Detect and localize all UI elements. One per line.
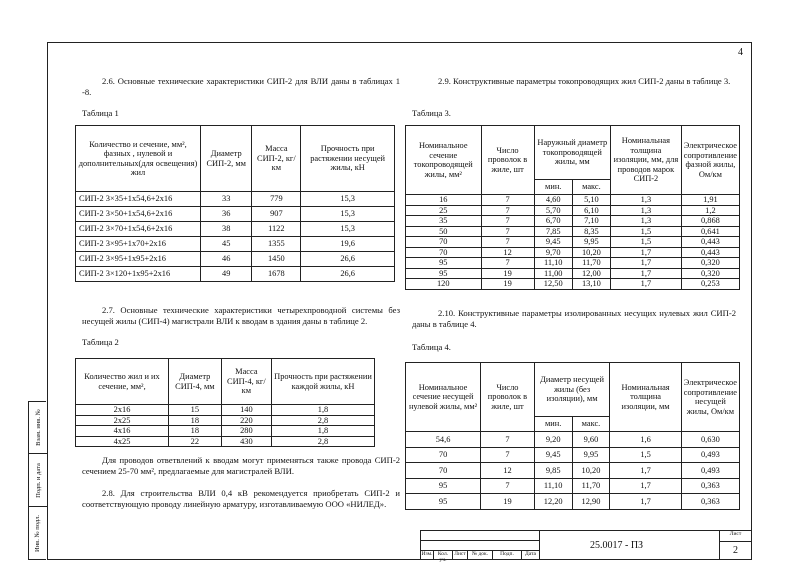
- table-cell: 19: [481, 268, 534, 279]
- t3-header: Число проволок в жиле, шт: [481, 126, 534, 195]
- table-row: [406, 237, 740, 248]
- table-cell: 1,7: [611, 247, 682, 258]
- title-block: [420, 530, 752, 563]
- table-2: [75, 358, 375, 447]
- t2-header: Прочность при растяжении каждой жилы, кН: [272, 359, 375, 405]
- table-cell: 9,45: [534, 237, 572, 248]
- table-3: [405, 125, 740, 290]
- table-row: [76, 252, 395, 267]
- table-cell: 19,6: [301, 237, 395, 252]
- table-cell: 2х25: [76, 415, 169, 426]
- table-cell: 15: [169, 405, 222, 416]
- table-cell: 9,45: [534, 447, 572, 463]
- table-row: [406, 205, 740, 216]
- table-cell: 0,630: [681, 432, 739, 448]
- table-row: [406, 279, 740, 290]
- table-cell: 1,2: [681, 205, 739, 216]
- table-cell: 0,363: [681, 494, 739, 510]
- side-stamp-cell: [29, 507, 47, 560]
- table-row: [406, 226, 740, 237]
- table-cell: 1,5: [611, 237, 682, 248]
- table-cell: 26,6: [301, 252, 395, 267]
- table-cell: 1,6: [610, 432, 681, 448]
- paragraph-2-8: 2.8. Для строительства ВЛИ 0,4 кВ рекомендуется приобретать СИП-2 и соответствующую проводу линейную арматуру, изготавливаемую ООО «НИЛЕД».: [82, 488, 400, 509]
- table-row: [406, 258, 740, 269]
- table-cell: 95: [406, 268, 482, 279]
- t4-header: Диаметр несущей жилы (без изоляции), мм: [534, 363, 610, 417]
- t1-header: Прочность при растяжении несущей жилы, кН: [301, 126, 395, 192]
- table-cell: 7,10: [572, 216, 610, 227]
- table-cell: СИП-2 3×95+1х95+2х16: [76, 252, 201, 267]
- table-cell: 11,70: [572, 258, 610, 269]
- table-cell: 1678: [252, 267, 301, 282]
- table-cell: 1355: [252, 237, 301, 252]
- t4-subheader: мин.: [534, 417, 572, 432]
- table-cell: 1,7: [610, 478, 681, 494]
- table-cell: 7: [481, 478, 535, 494]
- table-cell: 6,10: [572, 205, 610, 216]
- table-cell: 15,3: [301, 207, 395, 222]
- table-cell: 26,6: [301, 267, 395, 282]
- table-cell: 1,7: [611, 258, 682, 269]
- table-cell: 1,7: [610, 494, 681, 510]
- table-row: [76, 267, 395, 282]
- table-cell: 15,3: [301, 192, 395, 207]
- table-cell: 1,3: [611, 216, 682, 227]
- table-cell: 5,70: [534, 205, 572, 216]
- page-number-top: 4: [738, 47, 743, 58]
- table-cell: 1,3: [611, 195, 682, 206]
- table-cell: 11,00: [534, 268, 572, 279]
- table-cell: СИП-2 3×120+1х95+2х16: [76, 267, 201, 282]
- paragraph-2-6: 2.6. Основные технические характеристики СИП-2 для ВЛИ даны в таблицах 1 -8.: [82, 76, 400, 97]
- tb-col: Дата: [521, 550, 540, 560]
- table-row: [406, 478, 740, 494]
- table-cell: 1,8: [272, 426, 375, 437]
- table-cell: 19: [481, 279, 534, 290]
- table-cell: 1,7: [610, 463, 681, 479]
- paragraph-2-7: 2.7. Основные технические характеристики четырехпроводной системы без несущей жилы (СИП-4) магистрали ВЛИ к вводам в здания даны в таблице 2.: [82, 305, 400, 326]
- table-cell: 7,85: [534, 226, 572, 237]
- table-cell: 220: [221, 415, 271, 426]
- table-cell: 0,443: [681, 237, 739, 248]
- table-cell: 7: [481, 237, 534, 248]
- table-cell: 54,6: [406, 432, 481, 448]
- table-cell: 0,868: [681, 216, 739, 227]
- table-cell: 95: [406, 258, 482, 269]
- table-row: [406, 494, 740, 510]
- table-cell: 11,10: [534, 478, 572, 494]
- table-cell: 0,443: [681, 247, 739, 258]
- table-row: [76, 415, 375, 426]
- table-cell: 1450: [252, 252, 301, 267]
- table2-caption: Таблица 2: [82, 337, 119, 347]
- table-cell: 0,363: [681, 478, 739, 494]
- t1-header: Диаметр СИП-2, мм: [201, 126, 252, 192]
- table-cell: 1122: [252, 222, 301, 237]
- paragraph-2-10: 2.10. Конструктивные параметры изолированных несущих нулевых жил СИП-2 даны в таблице 4.: [412, 308, 736, 329]
- t3-header: Наружный диаметр токопроводящей жилы, мм: [534, 126, 610, 180]
- table-cell: 12,50: [534, 279, 572, 290]
- table-row: [76, 192, 395, 207]
- table-cell: 2,8: [272, 436, 375, 447]
- table-row: [76, 222, 395, 237]
- table-cell: 7: [481, 447, 535, 463]
- table-cell: 8,35: [572, 226, 610, 237]
- table-cell: 7: [481, 258, 534, 269]
- table-cell: 49: [201, 267, 252, 282]
- table-cell: 70: [406, 237, 482, 248]
- table-row: [406, 247, 740, 258]
- table-cell: 22: [169, 436, 222, 447]
- tb-col: Подп.: [492, 550, 522, 560]
- table-cell: 4х16: [76, 426, 169, 437]
- table-cell: 46: [201, 252, 252, 267]
- table-row: [76, 426, 375, 437]
- table-cell: 7: [481, 205, 534, 216]
- table-cell: 10,20: [572, 247, 610, 258]
- t4-header: Число проволок в жиле, шт: [481, 363, 535, 432]
- side-stamp-cell: [29, 454, 47, 507]
- tb-col: Лист: [452, 550, 468, 560]
- table-cell: 70: [406, 247, 482, 258]
- tb-col: № док.: [467, 550, 493, 560]
- table-cell: 430: [221, 436, 271, 447]
- table-cell: 120: [406, 279, 482, 290]
- table-cell: 9,70: [534, 247, 572, 258]
- table-cell: 1,5: [610, 447, 681, 463]
- t1-header: Количество и сечение, мм², фазных , нулевой и дополнительных(для освещения) жил: [76, 126, 201, 192]
- table-cell: 0,320: [681, 258, 739, 269]
- t2-header: Масса СИП-4, кг/км: [221, 359, 271, 405]
- table-cell: 7: [481, 432, 535, 448]
- table-cell: 0,493: [681, 463, 739, 479]
- tb-col: Изм.: [420, 550, 434, 560]
- side-stamp-label: Инв. № подл.: [34, 514, 42, 553]
- table-row: [406, 195, 740, 206]
- table-row: [406, 216, 740, 227]
- t1-header: Масса СИП-2, кг/км: [252, 126, 301, 192]
- side-stamp-label: Подп. и дата: [34, 462, 42, 498]
- side-stamp-cell: [29, 402, 47, 454]
- table-cell: 25: [406, 205, 482, 216]
- table-cell: 140: [221, 405, 271, 416]
- table-cell: 9,95: [572, 447, 610, 463]
- table-cell: 1,7: [611, 279, 682, 290]
- paragraph-2-9: 2.9. Конструктивные параметры токопроводящих жил СИП-2 даны в таблице 3.: [438, 76, 731, 86]
- table-row: [406, 447, 740, 463]
- table-cell: 9,20: [534, 432, 572, 448]
- table-cell: 12,00: [572, 268, 610, 279]
- table-cell: 19: [481, 494, 535, 510]
- table-cell: 5,10: [572, 195, 610, 206]
- table-cell: 36: [201, 207, 252, 222]
- table4-caption: Таблица 4.: [412, 342, 451, 352]
- table-cell: 45: [201, 237, 252, 252]
- table-1: [75, 125, 395, 282]
- table-cell: 15,3: [301, 222, 395, 237]
- table-cell: 4,60: [534, 195, 572, 206]
- table-cell: 18: [169, 426, 222, 437]
- table-cell: 0,320: [681, 268, 739, 279]
- table-cell: СИП-2 3×50+1х54,6+2х16: [76, 207, 201, 222]
- table-cell: СИП-2 3×70+1х54,6+2х16: [76, 222, 201, 237]
- table-cell: 9,95: [572, 237, 610, 248]
- table-cell: 0,641: [681, 226, 739, 237]
- table-cell: 95: [406, 478, 481, 494]
- table3-caption: Таблица 3.: [412, 108, 451, 118]
- table-cell: 50: [406, 226, 482, 237]
- table-row: [76, 237, 395, 252]
- table-cell: 1,8: [272, 405, 375, 416]
- t3-header: Номинальная толщина изоляции, мм, для проводов марок СИП-2: [611, 126, 682, 195]
- table-cell: 12,90: [572, 494, 610, 510]
- table-cell: 7: [481, 226, 534, 237]
- table-cell: 7: [481, 216, 534, 227]
- t2-header: Диаметр СИП-4, мм: [169, 359, 222, 405]
- paragraph-branches: Для проводов ответвлений к вводам могут применяться также провода СИП-2 сечением 25-70 мм², предлагаемые для магистралей ВЛИ.: [82, 455, 400, 476]
- table-row: [406, 432, 740, 448]
- table-cell: 1,5: [611, 226, 682, 237]
- table-4: [405, 362, 740, 510]
- table-cell: 11,10: [534, 258, 572, 269]
- table-cell: 70: [406, 447, 481, 463]
- table-row: [406, 268, 740, 279]
- table-cell: 907: [252, 207, 301, 222]
- table-cell: 70: [406, 463, 481, 479]
- table-cell: 12,20: [534, 494, 572, 510]
- table-cell: 35: [406, 216, 482, 227]
- table1-caption: Таблица 1: [82, 108, 119, 118]
- table-cell: СИП-2 3×35+1х54,6+2х16: [76, 192, 201, 207]
- table-cell: 779: [252, 192, 301, 207]
- t3-subheader: мин.: [534, 180, 572, 195]
- table-cell: 1,91: [681, 195, 739, 206]
- t4-header: Номинальное сечение несущей нулевой жилы, мм²: [406, 363, 481, 432]
- table-cell: 1,3: [611, 205, 682, 216]
- table-cell: 0,253: [681, 279, 739, 290]
- table-cell: 280: [221, 426, 271, 437]
- t4-header: Номинальная толщина изоляции, мм: [610, 363, 681, 432]
- sheet-label: Лист: [719, 530, 752, 542]
- table-row: [406, 463, 740, 479]
- table-cell: 12: [481, 247, 534, 258]
- table-cell: 0,493: [681, 447, 739, 463]
- table-cell: 11,70: [572, 478, 610, 494]
- table-cell: 6,70: [534, 216, 572, 227]
- t4-subheader: макс.: [572, 417, 610, 432]
- table-cell: 95: [406, 494, 481, 510]
- t3-header: Электрическое сопротивление фазной жилы, Ом/км: [681, 126, 739, 195]
- table-cell: 33: [201, 192, 252, 207]
- table-cell: 4х25: [76, 436, 169, 447]
- table-cell: СИП-2 3×95+1х70+2х16: [76, 237, 201, 252]
- table-cell: 10,20: [572, 463, 610, 479]
- table-cell: 13,10: [572, 279, 610, 290]
- tb-col: Кол. уч.: [433, 550, 453, 560]
- t3-subheader: макс.: [572, 180, 610, 195]
- side-stamp: [28, 401, 46, 560]
- table-row: [76, 207, 395, 222]
- table-row: [76, 436, 375, 447]
- table-cell: 12: [481, 463, 535, 479]
- table-cell: 9,85: [534, 463, 572, 479]
- table-cell: 18: [169, 415, 222, 426]
- table-cell: 38: [201, 222, 252, 237]
- table-cell: 9,60: [572, 432, 610, 448]
- table-cell: 2х16: [76, 405, 169, 416]
- table-row: [76, 405, 375, 416]
- table-cell: 16: [406, 195, 482, 206]
- table-cell: 7: [481, 195, 534, 206]
- doc-code: 25.0017 - ПЗ: [590, 540, 644, 551]
- table-cell: 1,7: [611, 268, 682, 279]
- t2-header: Количество жил и их сечение, мм²,: [76, 359, 169, 405]
- t3-header: Номинальное сечение токопроводящей жилы, мм²: [406, 126, 482, 195]
- table-cell: 2,8: [272, 415, 375, 426]
- sheet-number: 2: [719, 541, 752, 560]
- t4-header: Электрическое сопротивление несущей жилы, Ом/км: [681, 363, 739, 432]
- side-stamp-label: Взам. инв. №: [34, 409, 42, 446]
